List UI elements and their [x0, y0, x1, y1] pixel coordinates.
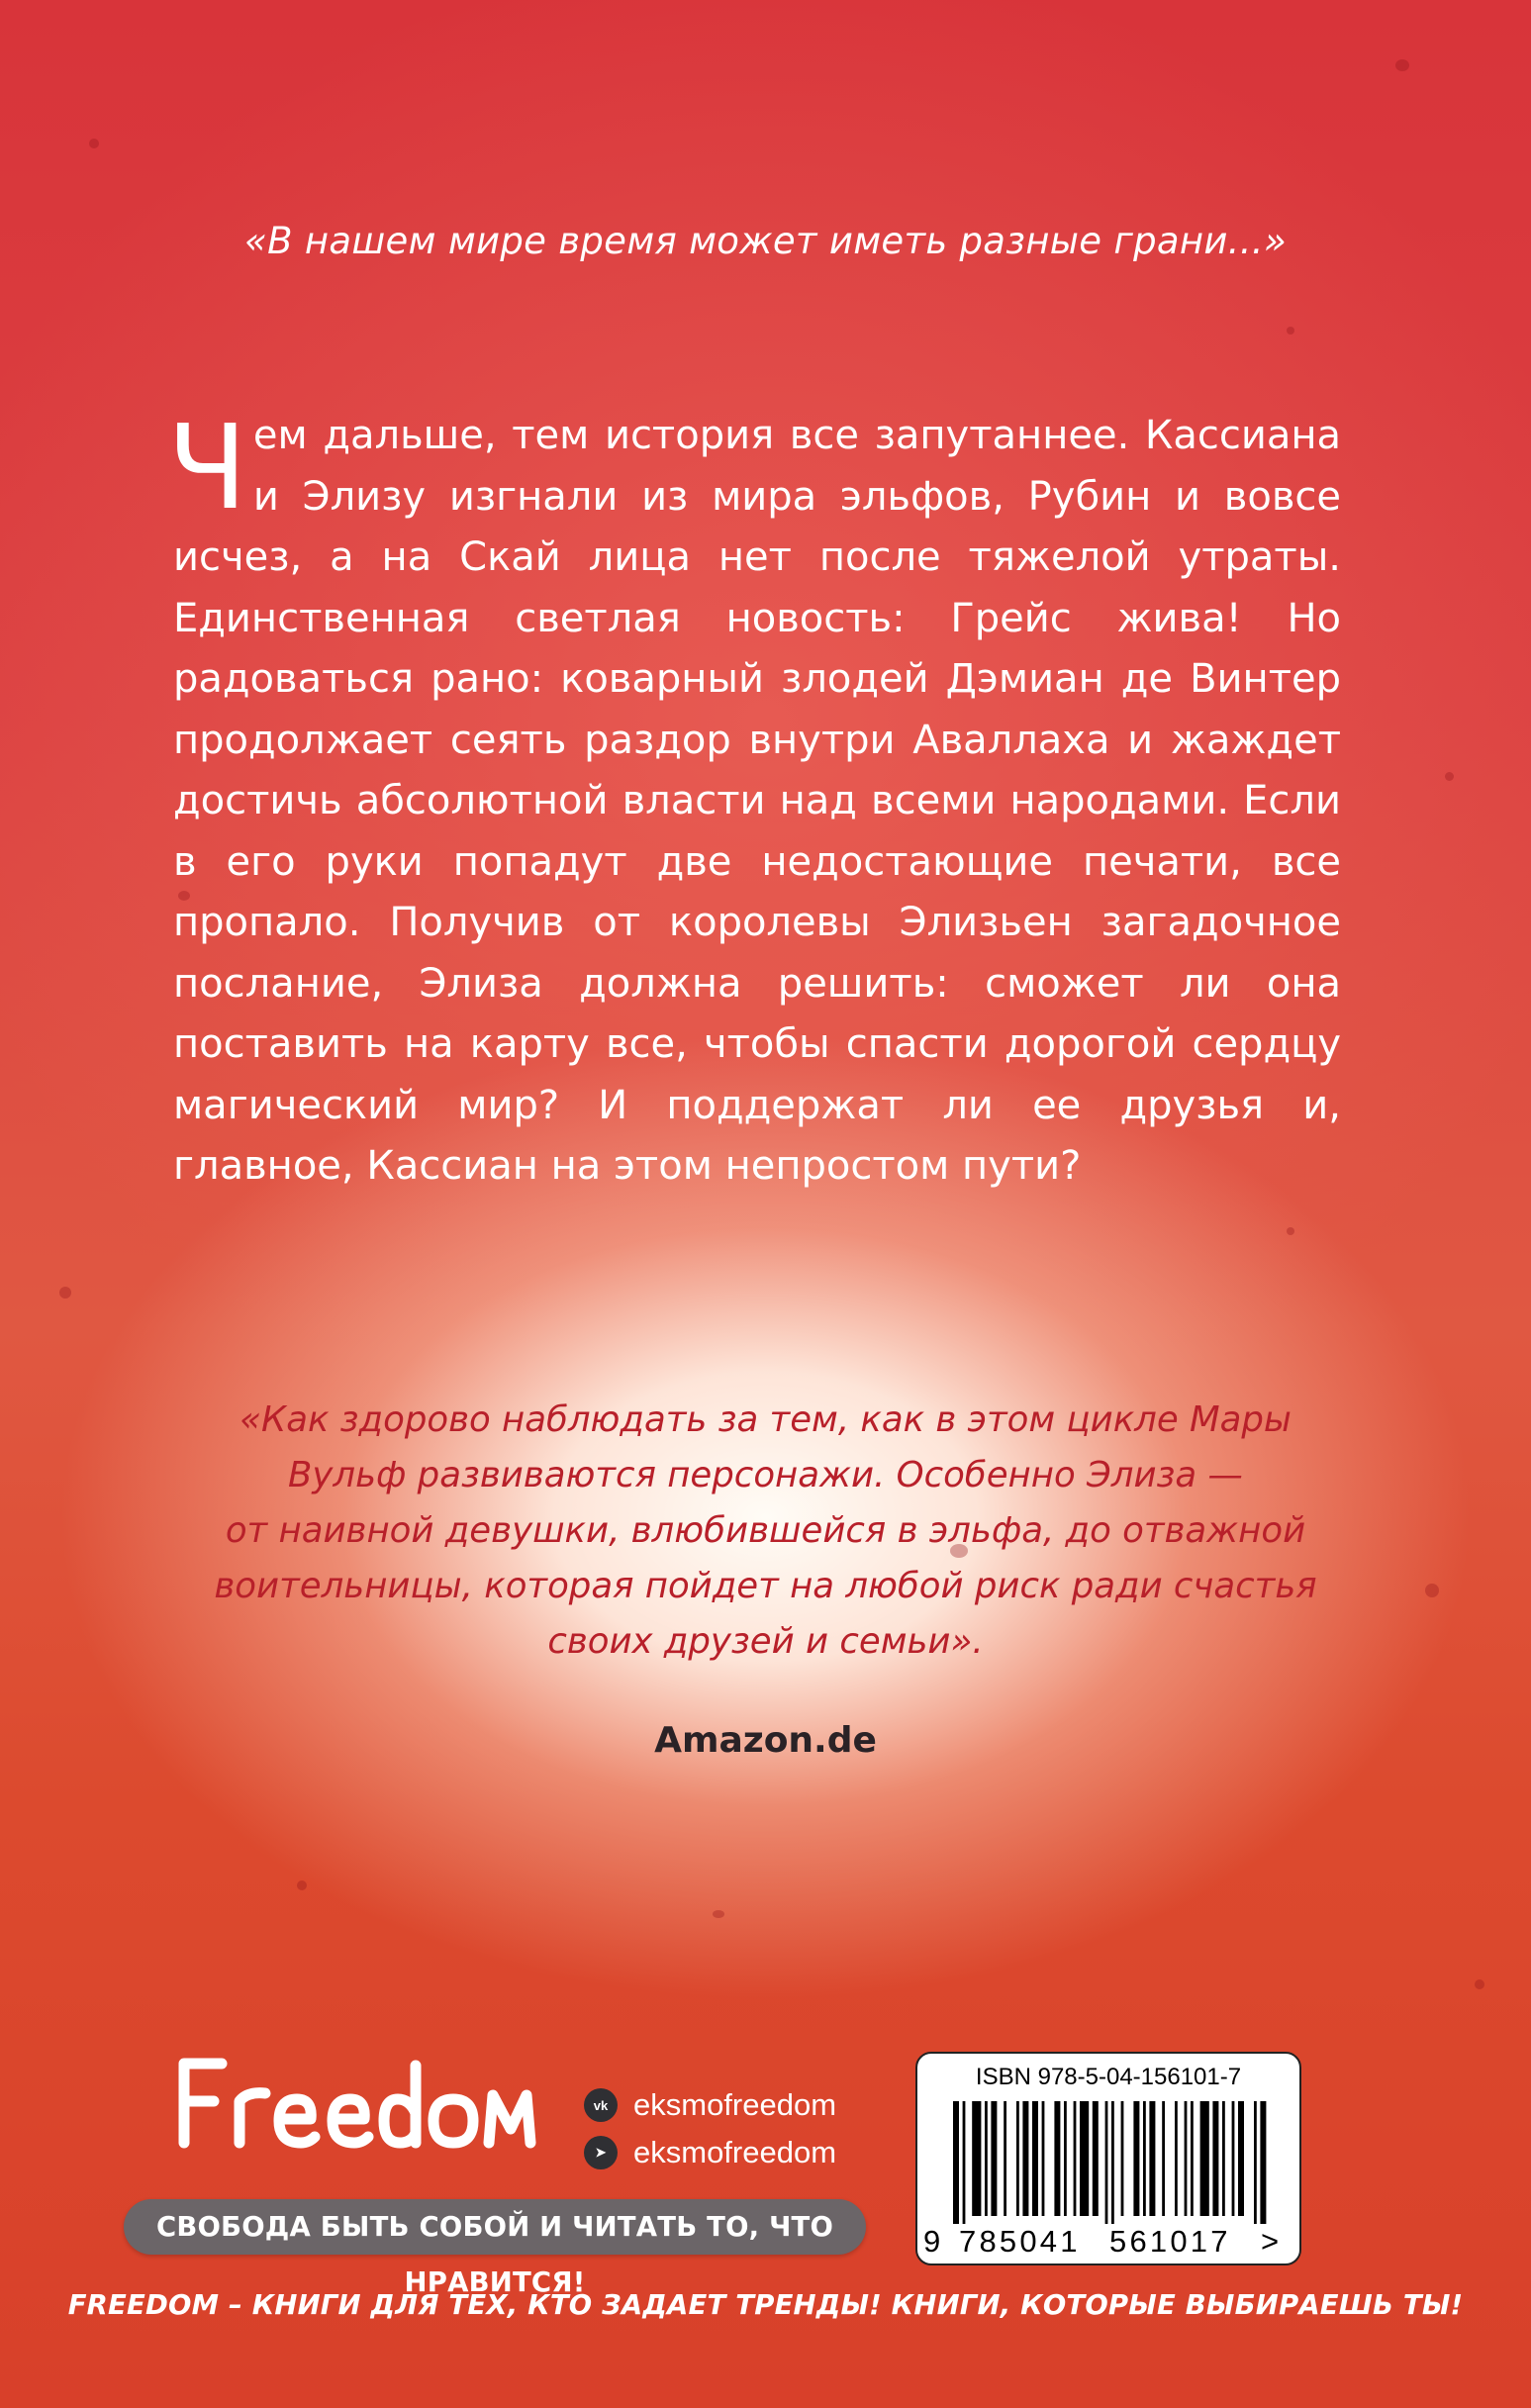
barcode-bar — [1111, 2101, 1114, 2224]
barcode-bar — [953, 2101, 959, 2224]
barcode-bar — [991, 2101, 997, 2216]
barcode-bar — [1064, 2101, 1067, 2216]
barcode-bars — [935, 2101, 1282, 2224]
barcode-bar — [1260, 2101, 1266, 2224]
vk-icon: vk — [584, 2088, 618, 2122]
social-handle[interactable]: eksmofreedom — [633, 2135, 837, 2169]
social-vk[interactable] — [584, 2082, 836, 2128]
review-quote — [198, 1393, 1333, 1670]
barcode-bar — [1185, 2101, 1188, 2216]
barcode-bar — [1121, 2101, 1124, 2216]
social-links — [584, 2082, 836, 2177]
epigraph-quote: «В нашем мире время может иметь разные грани...» — [243, 220, 1288, 262]
social-telegram[interactable] — [584, 2130, 836, 2175]
barcode-bar — [1149, 2101, 1155, 2216]
publisher-tagline: FREEDOM – КНИГИ ДЛЯ ТЕХ, КТО ЗАДАЕТ ТРЕНДЫ! КНИГИ, КОТОРЫЕ ВЫБИРАЕШЬ ТЫ! — [67, 2289, 1464, 2321]
review-line: Вульф развиваются персонажи. Особенно Элиза — — [288, 1455, 1243, 1495]
barcode-bar — [1200, 2101, 1209, 2216]
barcode-bar — [1133, 2101, 1139, 2216]
slogan-banner: СВОБОДА БЫТЬ СОБОЙ И ЧИТАТЬ ТО, ЧТО НРАВИТСЯ! — [124, 2199, 866, 2255]
review-line: воительницы, которая пойдет на любой риск ради счастья — [214, 1566, 1317, 1606]
review-line: своих друзей и семьи». — [547, 1621, 984, 1662]
barcode-group-2: 561017 — [1109, 2224, 1231, 2259]
blurb-text: ем дальше, тем история все запутаннее. Кассиана и Элизу изгнали из мира эльфов, Рубин и вовсе исчез, а на Скай лица нет после тяжелой утраты. Единственная светлая новость: Грейс жива! Но радоваться рано: коварный злодей Дэмиан де Винтер продолжает сеять раздор внутри Аваллаха и жаждет достичь абсолютной власти над всеми народами. Если в его руки попадут две недостающие печати, все пропало. Получив от королевы Элизьен загадочное послание, Элиза должна решить: сможет ли она поставить на карту все, чтобы спасти дорогой сердцу магический мир? И поддержат ли ее друзья и, главное, Кассиан на этом непростом пути? — [173, 413, 1341, 1189]
barcode-bar — [1254, 2101, 1257, 2224]
barcode-bar — [1080, 2101, 1089, 2216]
telegram-icon: ➤ — [584, 2136, 618, 2169]
barcode-bar — [985, 2101, 988, 2216]
barcode-bar — [1093, 2101, 1099, 2216]
barcode-bar — [1004, 2101, 1006, 2216]
barcode-bar — [1175, 2101, 1178, 2216]
barcode-group-1: 785041 — [959, 2224, 1081, 2259]
barcode-bar — [1022, 2101, 1028, 2216]
review-line: «Как здорово наблюдать за тем, как в этом цикле Мары — [239, 1399, 1292, 1440]
book-blurb — [167, 399, 1341, 1198]
barcode-bar — [1191, 2101, 1194, 2216]
barcode-bar — [1016, 2101, 1019, 2216]
isbn-label: ISBN 978-5-04-156101-7 — [975, 2064, 1242, 2090]
barcode-bar — [963, 2101, 966, 2224]
barcode-bar — [1032, 2101, 1038, 2216]
social-handle[interactable]: eksmofreedom — [633, 2087, 837, 2122]
blurb-drop-cap: Ч — [167, 399, 247, 535]
barcode-bar — [1042, 2101, 1045, 2216]
review-source: Amazon.de — [654, 1720, 877, 1761]
barcode-bar — [1232, 2101, 1235, 2216]
barcode-bar — [1074, 2101, 1077, 2216]
barcode-bar — [1054, 2101, 1060, 2216]
review-line: от наивной девушки, влюбившейся в эльфа, до отважной — [225, 1510, 1306, 1551]
barcode-bar — [1212, 2101, 1218, 2216]
isbn-barcode — [915, 2052, 1301, 2265]
barcode-first-digit: 9 — [923, 2224, 941, 2259]
barcode-bar — [1162, 2101, 1165, 2216]
barcode-bar — [1143, 2101, 1146, 2216]
barcode-end-mark: > — [1261, 2224, 1280, 2259]
barcode-bar — [1222, 2101, 1225, 2216]
barcode-bar — [972, 2101, 981, 2216]
barcode-bar — [1105, 2101, 1108, 2224]
barcode-bar — [1238, 2101, 1244, 2216]
freedom-logo — [170, 2054, 536, 2157]
freedom-logo-mark — [170, 2054, 536, 2153]
